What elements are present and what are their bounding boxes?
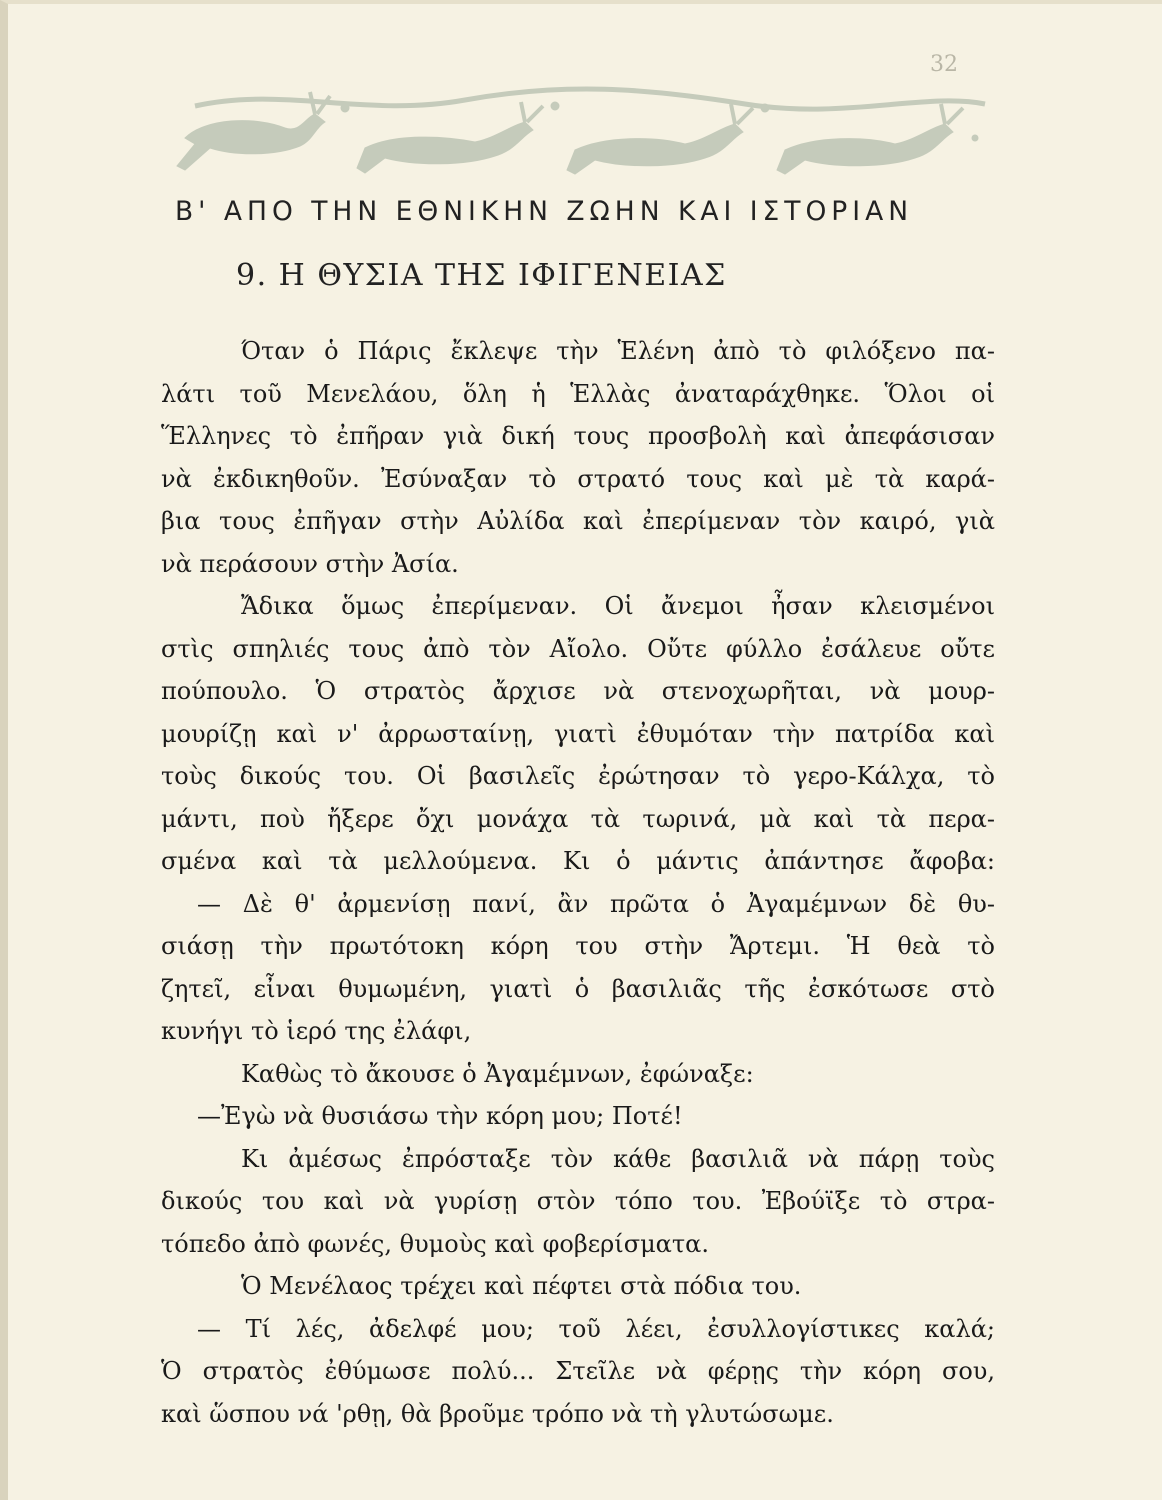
text-line-6: νὰ περάσουν στὴν Ἀσία. <box>161 549 459 578</box>
text-line-13: σμένα καὶ τὰ μελλούμενα. Κι ὁ μάντις ἀπάντησε ἄφοβα: <box>161 847 995 875</box>
text-line-16: ζητεῖ, εἶναι θυμωμένη, γιατὶ ὁ βασιλιᾶς τῆς ἐσκότωσε στὸ <box>161 974 995 1003</box>
deer-figure-2 <box>357 102 543 173</box>
text-line-24: — Τί λές, ἀδελφέ μου; τοῦ λέει, ἐσυλλογίστικες καλά; <box>197 1314 995 1343</box>
text-line-17: κυνήγι τὸ ἱερό της ἐλάφι, <box>161 1017 472 1045</box>
text-line-15: σιάσῃ τὴν πρωτότοκη κόρη του στὴν Ἄρτεμι. Ἡ θεὰ τὸ <box>161 932 995 960</box>
text-line-1: Όταν ὁ Πάρις ἔκλεψε τὴν Ἑλένη ἀπὸ τὸ φιλόξενο πα- <box>241 337 995 365</box>
text-line-26: καὶ ὥσπου νά 'ρθῃ, θὰ βροῦμε τρόπο νὰ τὴ γλυτώσωμε. <box>161 1399 834 1428</box>
text-line-7: Ἄδικα ὅμως ἐπερίμεναν. Οἱ ἄνεμοι ἦσαν κλεισμένοι <box>241 592 995 620</box>
text-line-4: νὰ ἐκδικηθοῦν. Ἐσύναξαν τὸ στρατό τους καὶ μὲ τὰ καρά- <box>161 464 995 493</box>
text-line-11: τοὺς δικούς του. Οἱ βασιλεῖς ἐρώτησαν τὸ γερο-Κάλχα, τὸ <box>161 762 995 790</box>
text-line-3: Ἕλληνες τὸ ἐπῆραν γιὰ δική τους προσβολὴ καὶ ἀπεφάσισαν <box>161 422 995 450</box>
text-line-10: μουρίζῃ καὶ ν' ἀρρωσταίνῃ, γιατὶ ἐθυμόταν τὴν πατρίδα καὶ <box>161 719 995 748</box>
text-line-2: λάτι τοῦ Μενελάου, ὅλη ἡ Ἑλλὰς ἀναταράχθηκε. Ὅλοι οἱ <box>161 379 995 408</box>
text-line-8: στὶς σπηλιές τους ἀπὸ τὸν Αἴολο. Οὔτε φύλλο ἐσάλευε οὔτε <box>161 634 995 663</box>
deer-frieze-ornament <box>165 78 1000 178</box>
text-line-23: Ὁ Μενέλαος τρέχει καὶ πέφτει στὰ πόδια του. <box>241 1272 802 1300</box>
text-line-22: τόπεδο ἀπὸ φωνές, θυμοὺς καὶ φοβερίσματα. <box>161 1229 709 1258</box>
deer-figure-3 <box>567 104 753 174</box>
text-line-25: Ὁ στρατὸς ἐθύμωσε πολύ... Στεῖλε νὰ φέρῃς τὴν κόρη σου, <box>161 1357 995 1385</box>
text-line-9: πούπουλο. Ὁ στρατὸς ἄρχισε νὰ στενοχωρῆται, νὰ μουρ- <box>161 677 995 705</box>
text-line-5: βια τους ἐπῆγαν στὴν Αὐλίδα καὶ ἐπερίμεναν τὸν καιρό, γιὰ <box>161 507 995 535</box>
chapter-title: 9. Η ΘΥΣΙΑ ΤΗΣ ΙΦΙΓΕΝΕΙΑΣ <box>236 258 727 293</box>
text-line-14: — Δὲ θ' ἀρμενίσῃ πανί, ἂν πρῶτα ὁ Ἀγαμέμνων δὲ θυ- <box>197 889 995 918</box>
text-line-18: Καθὼς τὸ ἄκουσε ὁ Ἀγαμέμνων, ἐφώναξε: <box>241 1059 754 1088</box>
deer-figure-4 <box>777 104 963 174</box>
text-line-21: δικούς του καὶ νὰ γυρίσῃ στὸν τόπο του. Ἐβούϊξε τὸ στρα- <box>161 1187 995 1215</box>
text-line-19: —Ἐγὼ νὰ θυσιάσω τὴν κόρη μου; Ποτέ! <box>197 1102 683 1130</box>
text-line-20: Κι ἀμέσως ἐπρόσταξε τὸν κάθε βασιλιᾶ νὰ πάρῃ τοὺς <box>241 1144 995 1173</box>
text-line-12: μάντι, ποὺ ἤξερε ὄχι μονάχα τὰ τωρινά, μὰ καὶ τὰ περα- <box>161 804 995 833</box>
page-number: 32 <box>930 52 958 77</box>
body-text <box>161 330 995 1435</box>
section-heading: Β' ΑΠΟ ΤΗΝ ΕΘΝΙΚΗΝ ΖΩΗΝ ΚΑΙ ΙΣΤΟΡΙΑΝ <box>175 196 914 227</box>
